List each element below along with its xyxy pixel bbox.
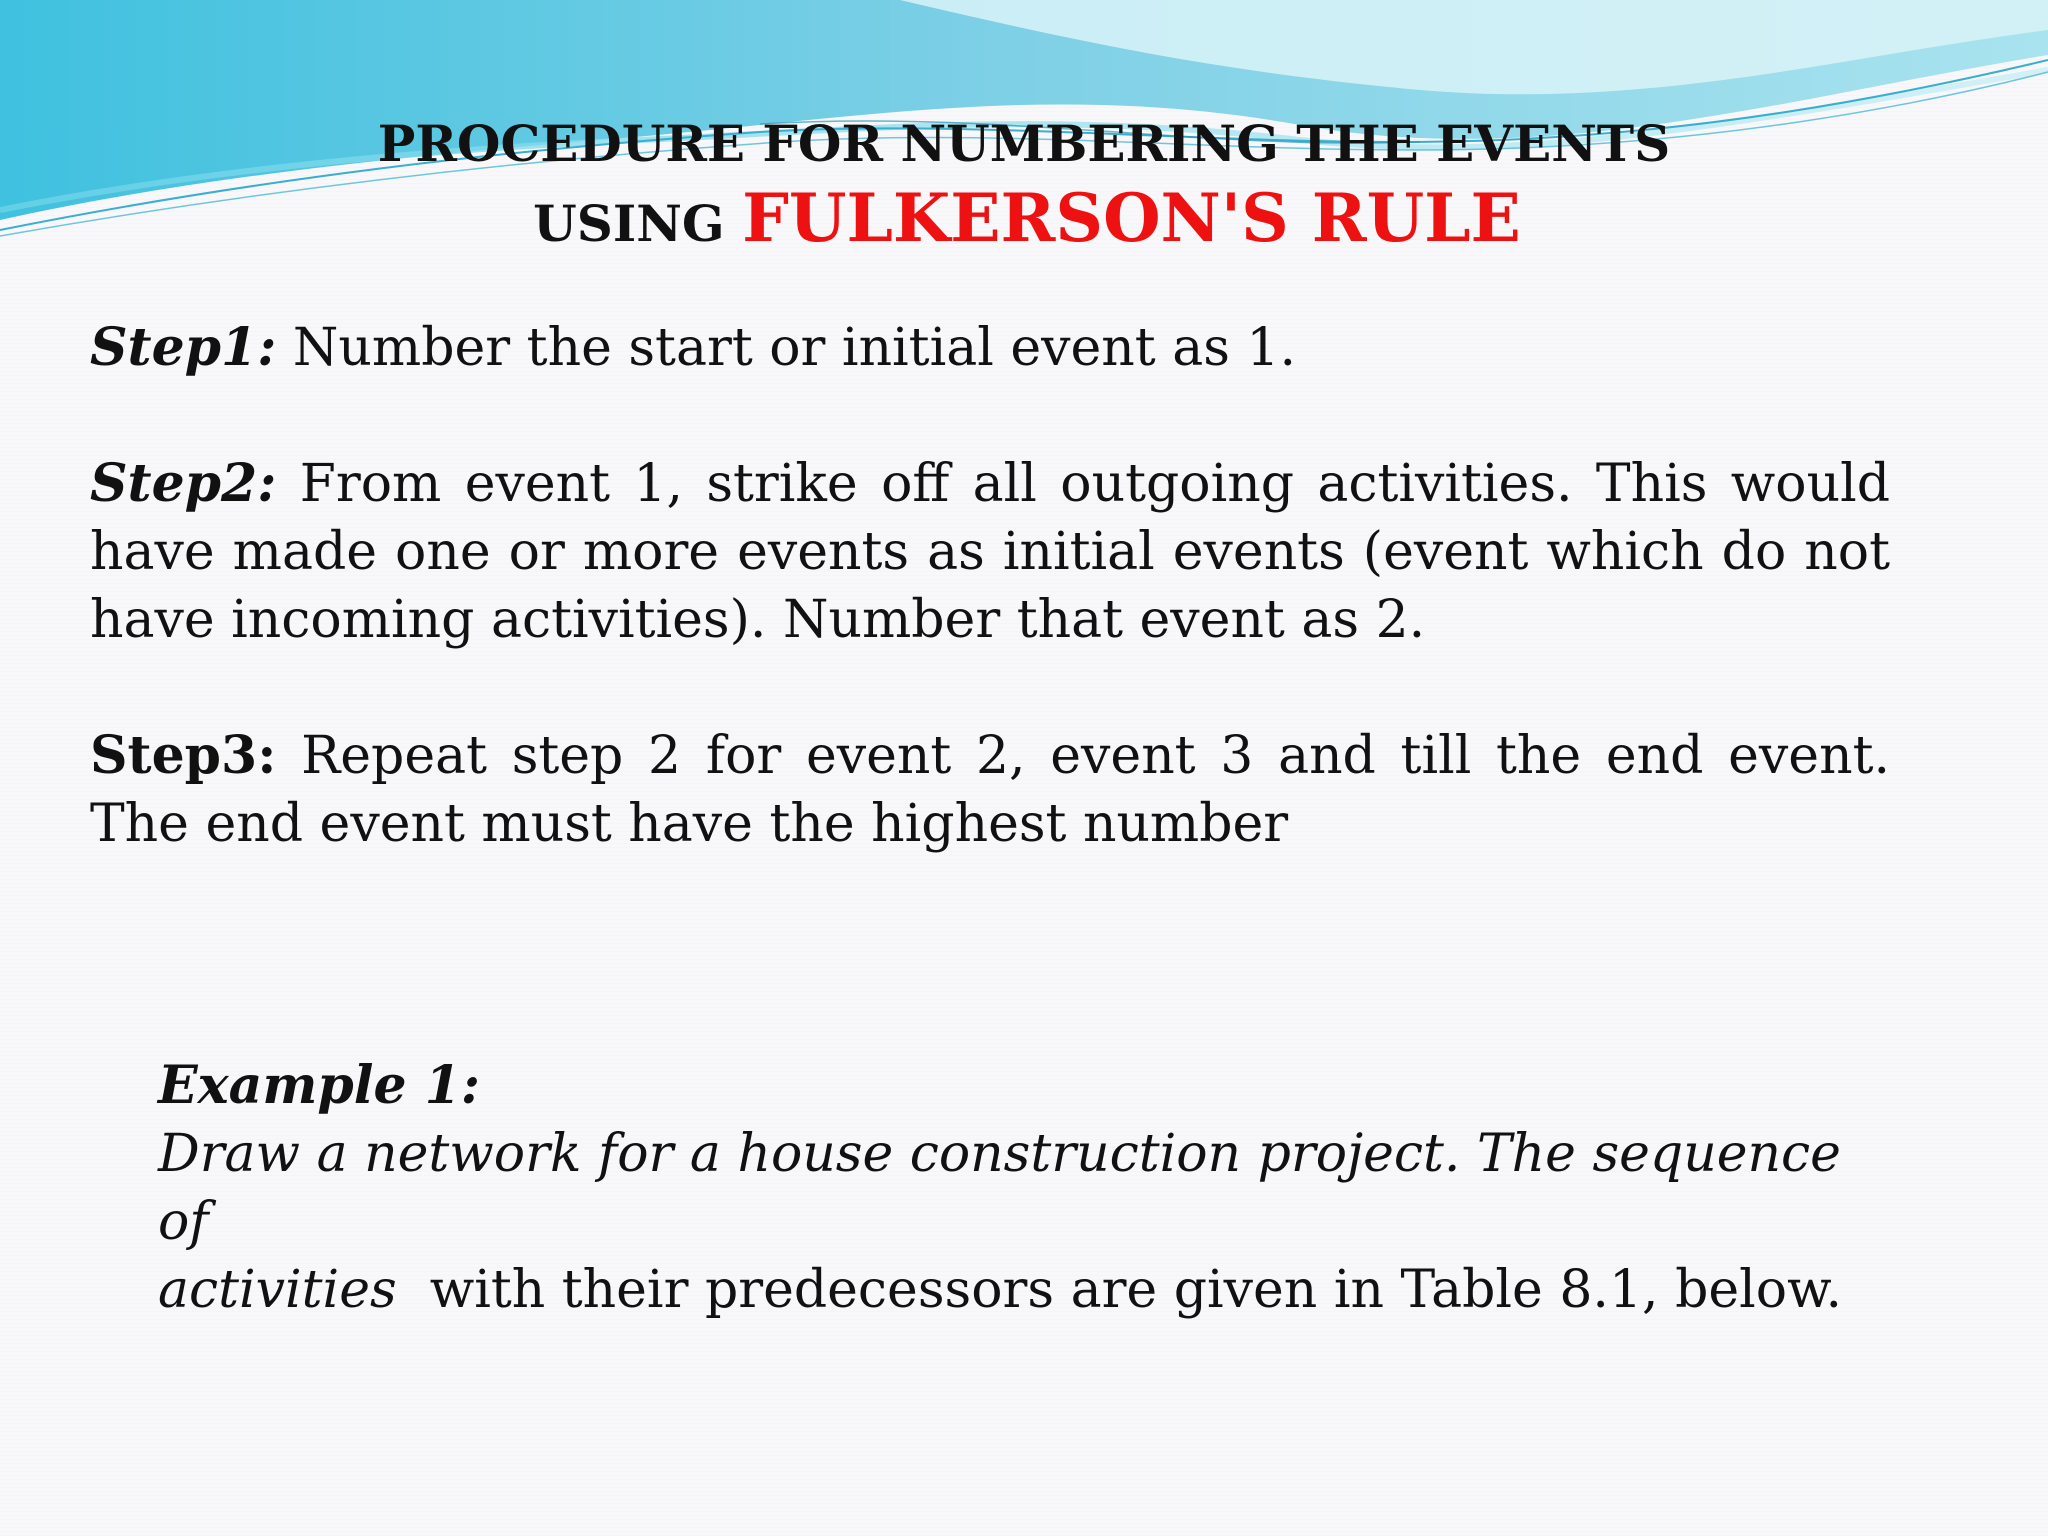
step-1-label: Step1: — [90, 317, 277, 378]
title-line-1: PROCEDURE FOR NUMBERING THE EVENTS — [377, 114, 1671, 173]
example-line-2-rest: with their predecessors are given in Table 8.1, below. — [396, 1260, 1842, 1320]
title-highlight: FULKERSON'S RULE — [742, 179, 1521, 257]
step-2-label: Step2: — [90, 453, 277, 514]
example-line-2 — [158, 1256, 1858, 1324]
step-3-text: Repeat step 2 for event 2, event 3 and till the end event. The end event must have the highest number — [90, 726, 1890, 854]
slide-title — [0, 112, 2048, 266]
title-prefix: USING — [533, 194, 725, 253]
step-2-text: From event 1, strike off all outgoing activities. This would have made one or more events as initial events (event which do not have incoming activities). Number that event as 2. — [90, 454, 1890, 650]
title-line-2 — [0, 176, 2048, 266]
example-line-2-italic: activities — [158, 1260, 397, 1320]
example-heading: Example 1: — [158, 1055, 481, 1116]
step-2 — [90, 450, 1890, 654]
step-1 — [90, 314, 1890, 382]
step-3-label: Step3: — [90, 725, 277, 786]
example-block — [158, 1052, 1858, 1324]
example-line-1: Draw a network for a house construction project. The sequence of — [158, 1124, 1841, 1252]
step-1-text: Number the start or initial event as 1. — [276, 318, 1297, 378]
step-3 — [90, 722, 1890, 858]
